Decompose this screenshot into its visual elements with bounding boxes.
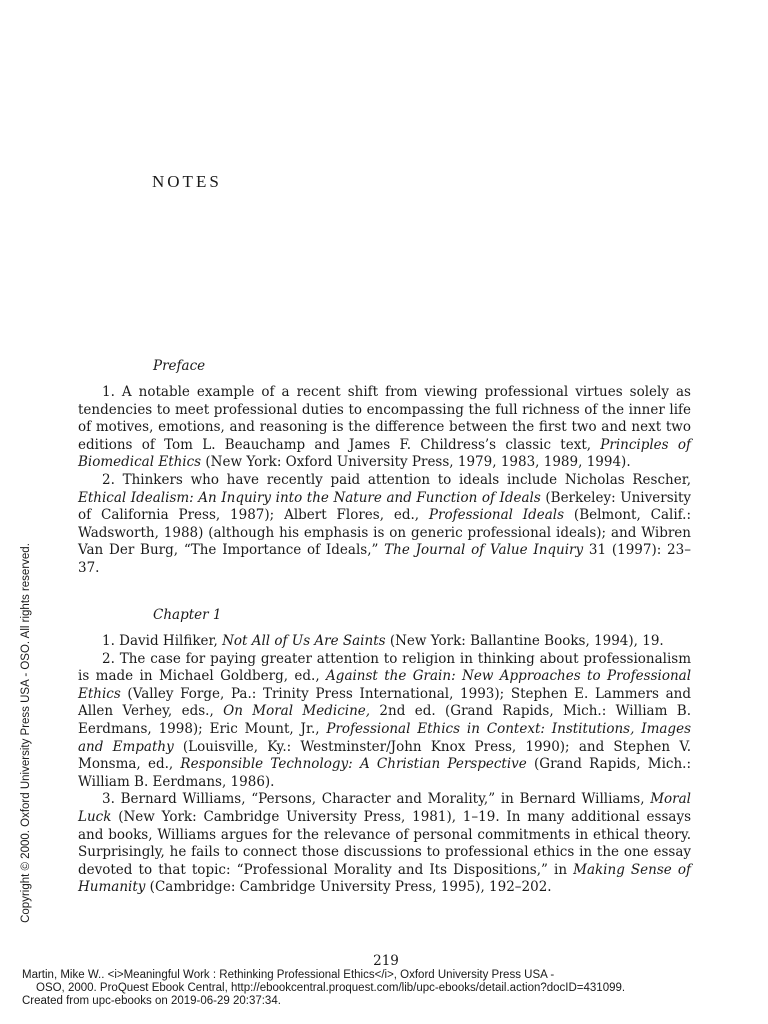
note-title-text: Not All of Us Are Saints xyxy=(222,633,386,649)
note-title-text: On Moral Medicine, xyxy=(223,703,371,720)
note-title-text: Moral Luck xyxy=(78,791,691,825)
note-2 xyxy=(78,472,691,578)
note-text: (Louisville, Ky.: Westminster/John Knox Press, 1990); and Stephen V. Monsma, ed., xyxy=(78,738,691,773)
note-text: 2. The case for paying greater attention to religion in thinking about professionalism is made in Michael Goldberg, ed., xyxy=(78,650,691,685)
note-text: 2nd ed. (Grand Rapids, Mich.: William B. Eerdmans, 1998); Eric Mount, Jr., xyxy=(78,703,691,737)
section-heading-preface: Preface xyxy=(153,358,206,374)
note-text: 1. A notable example of a recent shift from viewing professional virtues solely as tendencies to meet professional duties to encompassing the full richness of the inner life of motives, emotions, and reasoning is the difference between the first two and next two editions of Tom L. Beauchamp and James F. Childress’s classic text, xyxy=(78,384,691,453)
page-number: 219 xyxy=(373,953,399,969)
citation-line: OSO, 2000. ProQuest Ebook Central, http://ebookcentral.proquest.com/lib/upc-ebooks/detail.action?docID=431099. xyxy=(36,982,626,994)
note-text: 2. Thinkers who have recently paid attention to ideals include Nicholas Rescher, xyxy=(102,471,691,488)
note-title-text: Principles of Biomedical Ethics xyxy=(78,436,691,471)
note-text: (New York: Oxford University Press, 1979, 1983, 1989, 1994). xyxy=(201,454,631,471)
page-title: NOTES xyxy=(152,172,222,191)
note-2 xyxy=(78,651,691,792)
note-text: (New York: Cambridge University Press, 1981), 1–19. In many additional essays and books, Williams argues for the relevance of personal commitments in ethical theory. Surprisingly, he fails to connect those discussions to professional ethics in the one essay devoted to that topic: “Professional Morality and Its Dispositions,” in xyxy=(78,808,691,878)
note-title-text: Responsible Technology: A Christian Perspective xyxy=(180,756,527,773)
note-title-text: Against the Grain: New Approaches to Professional Ethics xyxy=(78,668,692,702)
note-title-text: The Journal of Value Inquiry xyxy=(384,542,584,559)
note-text: 3. Bernard Williams, “Persons, Character and Morality,” in Bernard Williams, xyxy=(102,791,651,808)
copyright-notice: Copyright © 2000. Oxford University Press USA - OSO. All rights reserved. xyxy=(20,543,32,923)
note-text: (New York: Ballantine Books, 1994), 19. xyxy=(385,633,664,649)
chapter-1-notes xyxy=(78,633,691,897)
note-text: (Berkeley: University of California Press, 1987); Albert Flores, ed., xyxy=(78,489,691,524)
note-title-text: Professional Ethics in Context: Institutions, Images and Empathy xyxy=(78,720,691,755)
note-title-text: Making Sense of Humanity xyxy=(78,861,692,896)
note-title-text: Professional Ideals xyxy=(428,507,565,524)
citation-line: Martin, Mike W.. <i>Meaningful Work : Rethinking Professional Ethics</i>, Oxford University Press USA - xyxy=(22,969,555,981)
note-text: (Grand Rapids, Mich.: William B. Eerdmans, 1986). xyxy=(78,756,692,790)
note-1 xyxy=(78,384,691,472)
note-text: (Valley Forge, Pa.: Trinity Press International, 1993); Stephen E. Lammers and Allen Verhey, eds., xyxy=(78,685,691,720)
note-text: 31 (1997): 23–37. xyxy=(78,542,691,576)
preface-notes xyxy=(78,384,691,578)
note-text: 1. David Hilfiker, xyxy=(102,633,223,649)
citation-line: Created from upc-ebooks on 2019-06-29 20:37:34. xyxy=(22,995,281,1007)
citation-footer xyxy=(22,969,762,1008)
note-text: (Belmont, Calif.: Wadsworth, 1988) (although his emphasis is on generic professional ideals); and Wibren Van Der Burg, “The Importance of Ideals,” xyxy=(78,507,691,559)
note-title-text: Ethical Idealism: An Inquiry into the Nature and Function of Ideals xyxy=(78,489,541,506)
note-3 xyxy=(78,791,691,897)
note-text: (Cambridge: Cambridge University Press, 1995), 192–202. xyxy=(145,879,552,896)
note-1 xyxy=(78,633,691,651)
section-heading-chapter-1: Chapter 1 xyxy=(153,607,222,623)
